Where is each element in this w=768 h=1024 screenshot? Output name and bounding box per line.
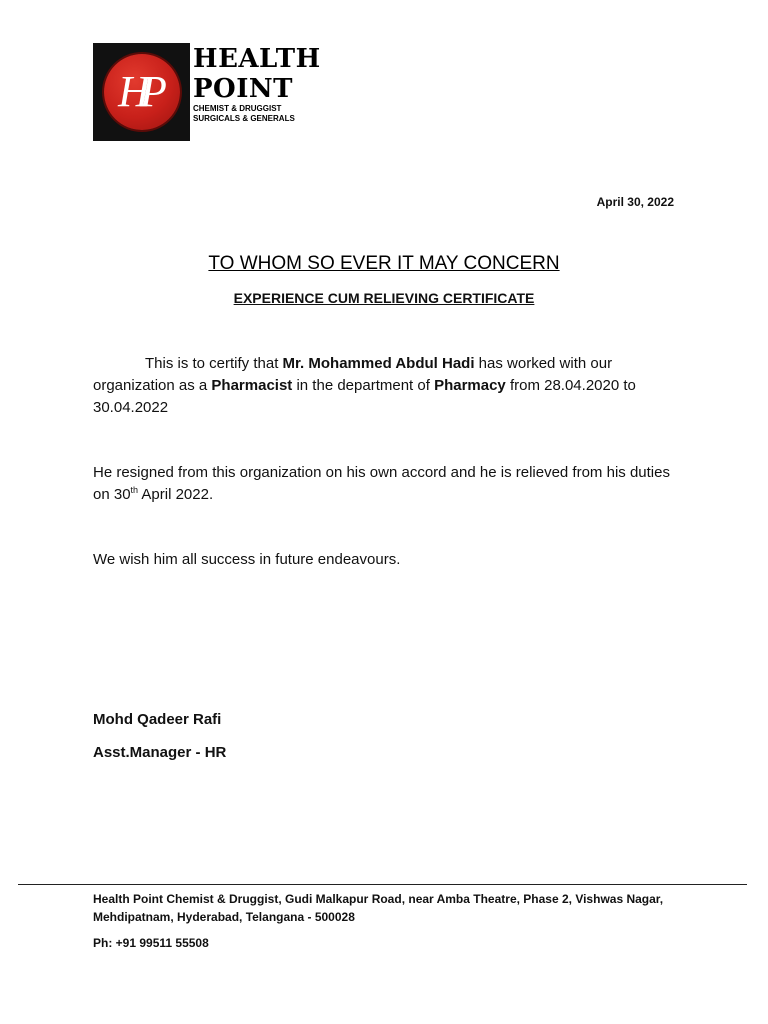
logo-emblem [104,54,180,130]
letter-subheading: EXPERIENCE CUM RELIEVING CERTIFICATE [233,290,535,306]
footer-phone: Ph: +91 99511 55508 [93,936,209,950]
brand-name [193,44,321,124]
p1-text-1: This is to certify that [145,355,283,372]
p1-text-2: has worked with our organization as a [93,355,613,394]
p2-superscript: th [130,485,139,495]
employee-role: Pharmacist [211,377,293,394]
employee-department: Pharmacy [434,377,506,394]
p2-text-1: He resigned from this organization on his own accord and he is relieved from his duties on 30 [93,464,670,503]
p1-text-3: in the department of [292,377,435,394]
brand-tagline-1: CHEMIST & DRUGGIST [193,104,282,113]
company-logo [93,43,190,141]
employee-name: Mr. Mohammed Abdul Hadi [282,355,475,372]
footer-address: Health Point Chemist & Druggist, Gudi Malkapur Road, near Amba Theatre, Phase 2, Vishwas Nagar, Mehdipatnam, Hyderabad, Telangana - 500028 [93,892,664,924]
logo-monogram: HP [118,67,157,116]
signatory-name: Mohd Qadeer Rafi [93,711,222,728]
footer-divider [18,884,747,885]
brand-line-1: HEALTH [193,44,321,74]
wishes-paragraph: We wish him all success in future endeavours. [93,551,401,568]
p2-text-2: April 2022. [138,486,214,503]
letter-heading: TO WHOM SO EVER IT MAY CONCERN [208,253,560,274]
resignation-paragraph [93,462,678,506]
letter-date: April 30, 2022 [596,195,674,209]
p1-text-4: from 28.04.2020 to 30.04.2022 [93,377,636,416]
certification-paragraph [93,353,678,419]
brand-line-2: POINT [193,74,293,104]
signatory-title: Asst.Manager - HR [93,744,227,761]
brand-tagline-2: SURGICALS & GENERALS [193,114,295,123]
